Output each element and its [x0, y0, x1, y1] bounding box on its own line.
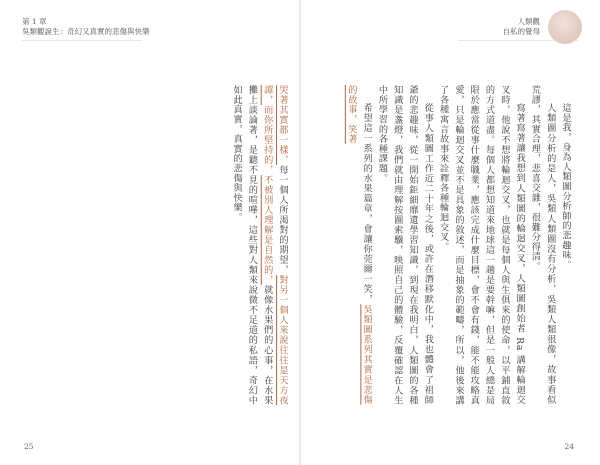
- highlighted-text: 而你所堅持的，: [261, 105, 273, 176]
- header-right-line1: 人類觀: [517, 17, 540, 26]
- highlighted-text: 對另一個人來說往往是天方夜譚，: [261, 85, 288, 405]
- chapter-circle-mark: [548, 10, 582, 44]
- header-rule-left: [22, 40, 142, 41]
- running-header-left: [22, 17, 150, 37]
- page-number-left: 25: [24, 442, 34, 451]
- running-header-right: [503, 17, 541, 37]
- text-run: 希望這一系列的水果篇章，會讓你莞爾一笑，: [361, 103, 373, 305]
- paragraph: 從事人類圖工作近二十年之後，或許在潛移默化中，我也體會了祖師爺的悲趣味，從一開始鉅細靡遺學習知識，到現在我明白，人類圖的各種知識是盞燈，我們就由理解按圖索驥，映照自己的體驗，反覆確認在人生中所學習的各種課題。: [376, 85, 434, 405]
- text-run: 就像水果們的心事，在水果攤上談論著，是聽不見的喧嘩，這些對人類來說微不足道的私語，奇幻中如此真實，真實的悲傷與快樂。: [231, 85, 273, 405]
- header-right-line2: 自私的覺得: [502, 27, 540, 36]
- highlighted-text: 吳類圖系列其實是悲傷的故事，笑著: [345, 85, 373, 406]
- paragraph: 這是我，身為人類圖分析師的悲趣味。: [560, 103, 571, 270]
- page-number-right: 24: [564, 442, 574, 451]
- left-page-body: [130, 85, 290, 405]
- paragraph: 寫著寫著讓我想到人類圖的輪迴交叉，人類圖創始者 Ra 講解輪迴交叉時，他說不想將輪迴交叉，也就是每個人與生俱來的使命，以平鋪直敘的方式道盡。每個人都想知道來地球這一趟是要幹嘛，但是一般人總是局限於應當從事什麼職業，應該完成什麼目標，會不會有錢，能不能攻略真愛，只是輪迴交叉並不是具象的敘述，而是抽象的範疇，所以，他後來講了各種寓言故事來詮釋各種輪迴交叉。: [437, 85, 526, 405]
- right-page-body: [333, 85, 573, 405]
- chapter-subtitle: 吳類觀誕生：奇幻又真實的悲傷與快樂: [22, 27, 150, 36]
- paragraph: 人類圖分析的是人，吳類人類圖沒有分析，吳類人類很像，故事看似荒謬，其實合理，悲喜交雜，很難分得清。: [529, 85, 556, 405]
- book-gutter: [299, 0, 301, 465]
- paragraph: [229, 85, 290, 405]
- paragraph: [344, 85, 375, 405]
- text-run: 每一個人所渴對的期望，: [277, 165, 288, 276]
- highlighted-text: 哭著其實都一樣，: [277, 85, 288, 166]
- highlighted-text: 不被別人理解是自然的，: [261, 175, 273, 286]
- chapter-label: 第 1 章: [22, 17, 47, 26]
